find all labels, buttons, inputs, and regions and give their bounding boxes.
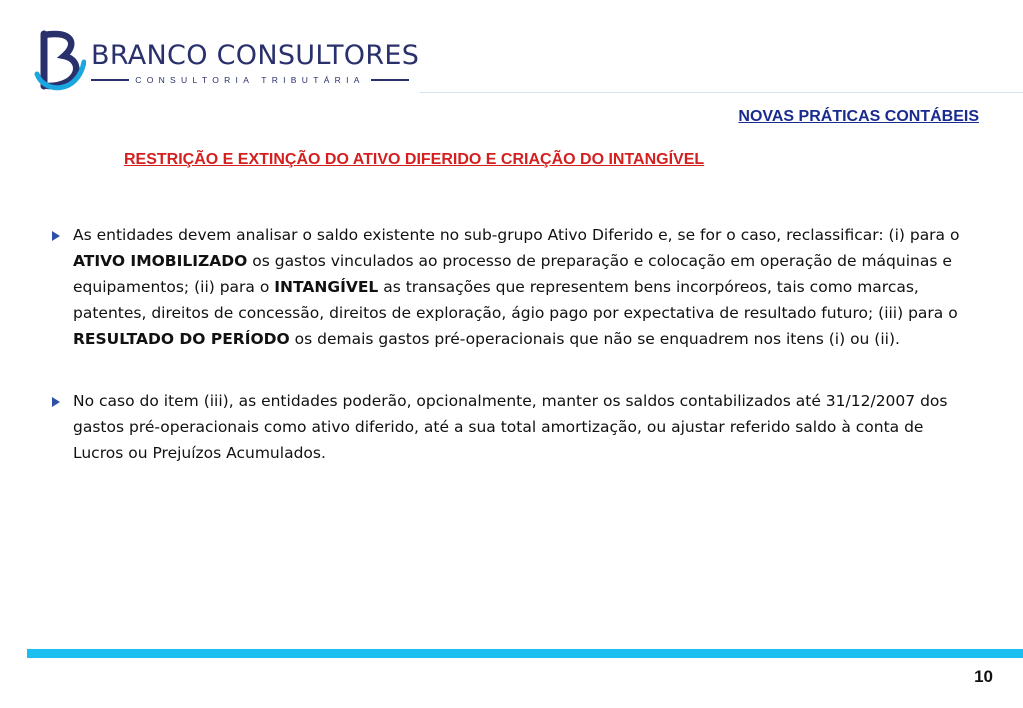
logo-tagline-rule-left <box>91 79 129 81</box>
logo-tagline-row <box>91 75 409 85</box>
bullet-item <box>52 222 962 352</box>
slide-title: RESTRIÇÃO E EXTINÇÃO DO ATIVO DIFERIDO E CRIAÇÃO DO INTANGÍVEL <box>124 151 705 168</box>
bullet-list <box>52 222 962 466</box>
bullet-emphasis: ATIVO IMOBILIZADO <box>73 252 248 270</box>
bullet-item <box>52 388 962 466</box>
logo-tagline-rule-right <box>371 79 409 81</box>
bullet-text: As entidades devem analisar o saldo existente no sub-grupo Ativo Diferido e, se for o caso, reclassificar: (i) para o <box>73 226 960 244</box>
bullet-text: No caso do item (iii), as entidades poderão, opcionalmente, manter os saldos contabilizados até 31/12/2007 dos gastos pré-operacionais como ativo diferido, até a sua total amortização, ou ajustar referido saldo à conta de Lucros ou Prejuízos Acumulados. <box>73 392 948 462</box>
bullet-text: as transações que representem bens incorpóreos, tais como marcas, patentes, direitos de concessão, direitos de exploração, ágio pago por expectativa de resultado futuro; (iii) para o <box>73 278 958 322</box>
bullet-emphasis: INTANGÍVEL <box>274 278 379 296</box>
section-title: NOVAS PRÁTICAS CONTÁBEIS <box>738 108 979 125</box>
bullet-arrow-icon <box>52 397 60 407</box>
page-number: 10 <box>974 667 993 686</box>
logo-b-mark-icon <box>34 28 86 94</box>
bullet-text: os demais gastos pré-operacionais que não se enquadrem nos itens (i) ou (ii). <box>289 330 900 348</box>
header-divider <box>420 92 1023 93</box>
bullet-arrow-icon <box>52 231 60 241</box>
bullet-emphasis: RESULTADO DO PERÍODO <box>73 330 290 348</box>
footer-bar <box>27 649 1023 658</box>
logo-company-name: BRANCO CONSULTORES <box>91 40 420 71</box>
bullet-text: os gastos vinculados ao processo de preparação e colocação em operação de máquinas e equipamentos; (ii) para o <box>73 252 952 296</box>
logo-tagline: CONSULTORIA TRIBUTÁRIA <box>135 75 365 85</box>
company-logo <box>34 28 420 94</box>
